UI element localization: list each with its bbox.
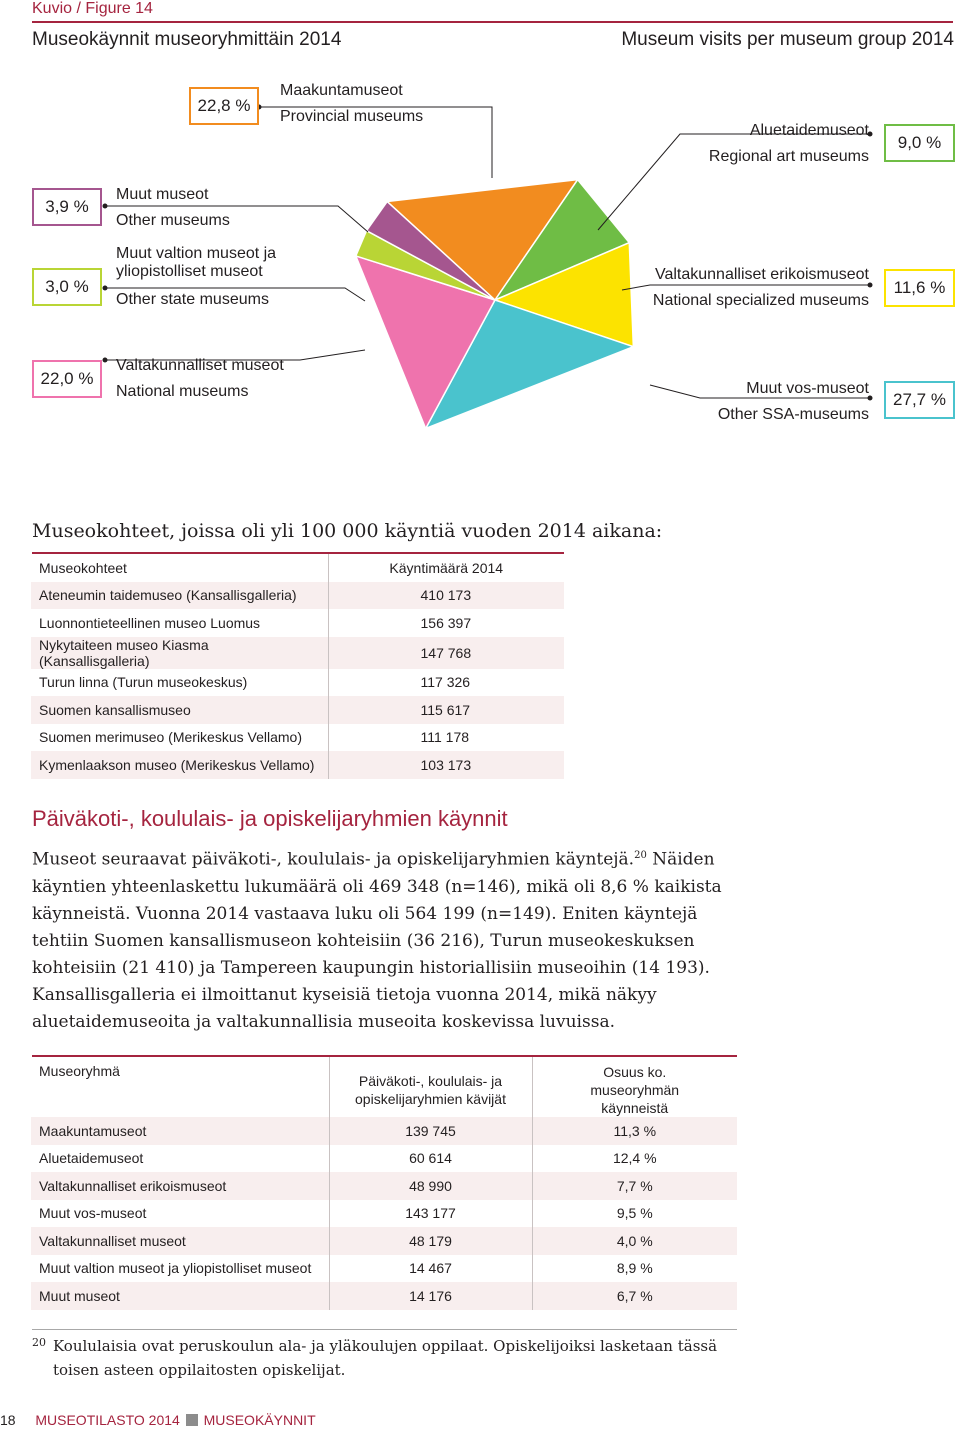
pct-label: 22,0 % [40, 369, 94, 388]
header-cell: Museoryhmä [39, 1063, 120, 1079]
site-name: Nykytaiteen museo Kiasma (Kansallisgalleria) [31, 637, 328, 669]
label-fi: Muut museot [116, 186, 209, 203]
group-name: Valtakunnalliset museot [31, 1227, 329, 1255]
pct-box-aluetaidemuseot [884, 124, 955, 162]
groups-table [31, 1057, 737, 1310]
chart-title-en: Museum visits per museum group 2014 [621, 29, 954, 50]
label-en: Regional art museums [708, 148, 869, 165]
pct-box-maakuntamuseot [189, 87, 259, 125]
sites-table [31, 554, 564, 779]
header-cell: Päiväkoti-, koululais- ja opiskelijaryhmien kävijät [329, 1057, 532, 1117]
header-cell: Osuus ko. museoryhmän käynneistä [532, 1057, 737, 1117]
label-muut-valtion-museot [116, 245, 316, 281]
paragraph-text: Museot seuraavat päiväkoti-, koululais- ja opiskelijaryhmien käyntejä. [32, 849, 635, 870]
footnote-number: 20 [32, 1336, 46, 1349]
label-en: Other SSA-museums [717, 406, 869, 423]
label-en: Other museums [116, 212, 230, 229]
pct-box-valtakunnalliset-museot [32, 360, 102, 398]
header-cell: Museokohteet [39, 559, 127, 576]
page-footer [0, 1412, 316, 1428]
label-fi: Muut valtion museot ja yliopistolliset museot [116, 245, 277, 280]
group-visitors: 60 614 [329, 1145, 532, 1173]
label-fi: Muut vos-museot [746, 380, 869, 397]
group-share: 12,4 % [532, 1145, 737, 1173]
site-visits: 156 397 [328, 609, 564, 637]
leader-dot [103, 286, 108, 291]
label-muut-valtion-museot-en [116, 287, 269, 313]
label-en: National specialized museums [652, 292, 869, 309]
site-visits: 103 173 [328, 751, 564, 779]
section-heading: Päiväkoti-, koululais- ja opiskelijaryhmien käynnit [32, 806, 508, 831]
group-visitors: 14 176 [329, 1282, 532, 1310]
publication-name: MUSEOTILASTO 2014 [35, 1412, 180, 1428]
footnote-rule [32, 1329, 737, 1330]
leader-dot [103, 204, 108, 209]
paragraph-text: Näiden käyntien yhteenlaskettu lukumäärä oli 469 348 (n=146), mikä oli 8,6 % kaikista käynneistä. Vuonna 2014 vastaava luku oli 564 199 (n=149). Eniten käyntejä tehtiin Suomen kansallismuseon kohteisiin (36 216), Turun museokeskuksen kohteisiin (21 410) ja Tampereen kaupungin historiallisiin museoihin (14 193). Kansallisgalleria ei ilmoittanut kyseisiä tietoja vuonna 2014, mikä näkyy aluetaidemuseoita ja valtakunnallisia museoita koskevissa luvuissa. [32, 849, 722, 1032]
section-paragraph [32, 842, 744, 1036]
group-share: 9,5 % [532, 1200, 737, 1228]
site-visits: 111 178 [328, 724, 564, 752]
table-row [31, 1172, 737, 1200]
table-row [31, 637, 564, 669]
pct-box-muut-museot [32, 188, 102, 226]
footnote-text: Koululaisia ovat peruskoulun ala- ja yläkoulujen oppilaat. Opiskelijoiksi lasketaan tässä toisen asteen oppilaitosten opiskelijat. [53, 1337, 718, 1379]
pct-label: 27,7 % [893, 390, 946, 409]
table-row [31, 724, 564, 752]
footer-square-icon [186, 1414, 198, 1426]
page-number: 18 [0, 1412, 16, 1428]
site-name: Suomen kansallismuseo [31, 696, 328, 724]
table-row [31, 1255, 737, 1283]
site-name: Luonnontieteellinen museo Luomus [39, 614, 261, 631]
table-row [31, 696, 564, 724]
pct-box-muut-valtion-museot [32, 268, 102, 306]
group-share: 6,7 % [532, 1282, 737, 1310]
label-en: National museums [116, 383, 249, 400]
site-visits: 410 173 [328, 582, 564, 610]
figure-label: Kuvio / Figure 14 [32, 0, 153, 17]
sites-title: Museokohteet, joissa oli yli 100 000 käyntiä vuoden 2014 aikana: [32, 520, 663, 542]
group-share: 7,7 % [532, 1172, 737, 1200]
pct-label: 9,0 % [897, 133, 942, 152]
site-name: Ateneumin taidemuseo (Kansallisgalleria) [31, 582, 328, 610]
site-name: Kymenlaakson museo (Merikeskus Vellamo) [31, 751, 328, 779]
pct-label: 3,0 % [45, 277, 89, 296]
group-share: 4,0 % [532, 1227, 737, 1255]
pct-label: 11,6 % [893, 278, 946, 297]
group-share: 11,3 % [532, 1117, 737, 1145]
group-visitors: 143 177 [329, 1200, 532, 1228]
group-name: Muut museot [31, 1282, 329, 1310]
table-row [31, 669, 564, 697]
label-maakuntamuseot [280, 78, 423, 130]
group-name: Aluetaidemuseot [39, 1150, 144, 1167]
table-row [31, 582, 564, 610]
label-vos-museot [718, 376, 869, 428]
site-name: Turun linna (Turun museokeskus) [39, 674, 248, 691]
label-fi: Valtakunnalliset erikoismuseot [654, 266, 869, 283]
group-name: Maakuntamuseot [31, 1117, 329, 1145]
label-aluetaidemuseot [709, 118, 869, 170]
label-fi: Aluetaidemuseot [749, 122, 869, 139]
group-visitors: 48 179 [329, 1227, 532, 1255]
pct-box-erikoismuseot [884, 269, 955, 307]
group-name: Muut valtion museot ja yliopistolliset museot [39, 1260, 312, 1277]
label-en: Other state museums [116, 291, 269, 308]
header-rule [32, 21, 953, 23]
group-visitors: 139 745 [329, 1117, 532, 1145]
table-header-row [31, 1057, 737, 1117]
site-name: Suomen merimuseo (Merikeskus Vellamo) [39, 729, 302, 746]
table-row [31, 609, 564, 637]
group-name: Muut vos-museot [39, 1205, 147, 1222]
pie-chart [0, 80, 960, 450]
pct-label: 22,8 % [197, 96, 251, 115]
table-row [31, 1117, 737, 1145]
table-row [31, 1145, 737, 1173]
table-header-row [31, 554, 564, 582]
header-cell: Käyntimäärä 2014 [328, 554, 564, 582]
table-row [31, 1200, 737, 1228]
section-name: MUSEOKÄYNNIT [203, 1412, 316, 1428]
site-visits: 147 768 [328, 637, 564, 669]
footnote-ref: 20 [634, 850, 647, 861]
table-row [31, 1282, 737, 1310]
group-share: 8,9 % [532, 1255, 737, 1283]
label-muut-museot [116, 182, 230, 234]
table-row [31, 751, 564, 779]
group-visitors: 48 990 [329, 1172, 532, 1200]
site-visits: 115 617 [328, 696, 564, 724]
label-en: Provincial museums [280, 108, 424, 125]
table-row [31, 1227, 737, 1255]
chart-title-fi: Museokäynnit museoryhmittäin 2014 [32, 29, 342, 50]
pct-label: 3,9 % [45, 197, 89, 216]
leader-dot [103, 358, 108, 363]
group-visitors: 14 467 [329, 1255, 532, 1283]
pct-box-vos-museot [884, 381, 955, 419]
label-valtakunnalliset-museot [116, 353, 284, 405]
group-name: Valtakunnalliset erikoismuseot [31, 1172, 329, 1200]
label-fi: Maakuntamuseot [280, 82, 403, 99]
site-visits: 117 326 [328, 669, 564, 697]
label-fi: Valtakunnalliset museot [116, 357, 284, 374]
label-erikoismuseot [653, 262, 869, 314]
